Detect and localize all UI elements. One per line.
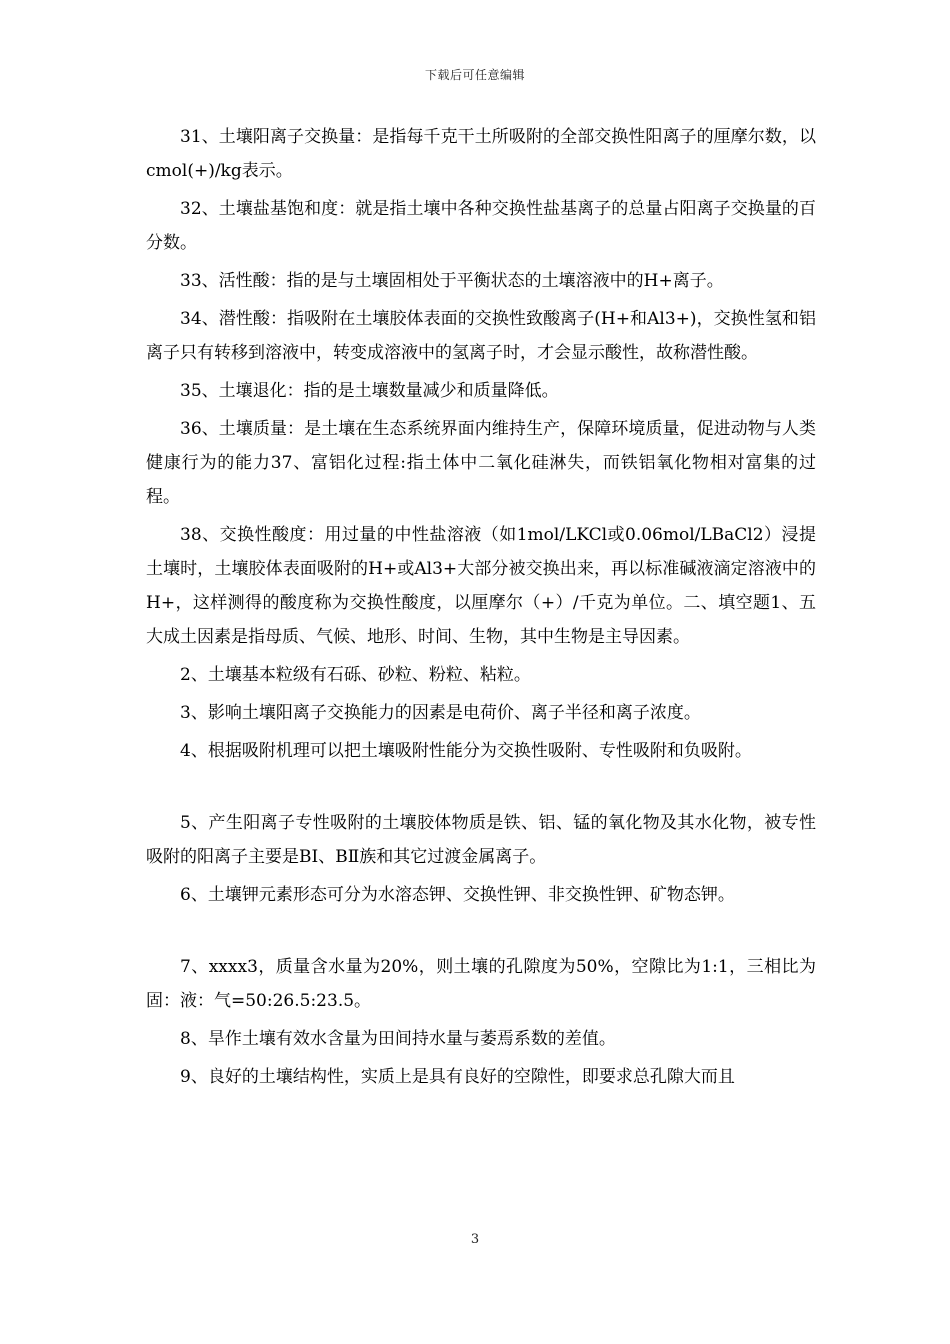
paragraph-31: 31、土壤阳离子交换量：是指每千克干土所吸附的全部交换性阳离子的厘摩尔数，以cmol(+)/kg表示。 bbox=[146, 127, 816, 181]
paragraph-35: 35、土壤退化：指的是土壤数量减少和质量降低。 bbox=[180, 381, 559, 401]
paragraph-32: 32、土壤盐基饱和度：就是指土壤中各种交换性盐基离子的总量占阳离子交换量的百分数。 bbox=[146, 199, 816, 253]
fill-blank-5: 5、产生阳离子专性吸附的土壤胶体物质是铁、铝、锰的氧化物及其水化物，被专性吸附的阳离子主要是BⅠ、BⅡ族和其它过渡金属离子。 bbox=[146, 813, 816, 867]
paragraph-34: 34、潜性酸：指吸附在土壤胶体表面的交换性致酸离子(H+和Al3+)，交换性氢和铝离子只有转移到溶液中，转变成溶液中的氢离子时，才会显示酸性，故称潜性酸。 bbox=[146, 309, 816, 363]
page-header: 下载后可任意编辑 bbox=[424, 68, 525, 82]
page-number: 3 bbox=[470, 1232, 480, 1247]
paragraph-38: 38、交换性酸度：用过量的中性盐溶液（如1mol/LKCl或0.06mol/LBaCl2）浸提土壤时，土壤胶体表面吸附的H+或Al3+大部分被交换出来，再以标准碱液滴定溶液中的H+，这样测得的酸度称为交换性酸度，以厘摩尔（+）/千克为单位。二、填空题1、五大成土因素是指母质、气候、地形、时间、生物，其中生物是主导因素。 bbox=[146, 525, 816, 647]
paragraph-36: 36、土壤质量：是土壤在生态系统界面内维持生产，保障环境质量，促进动物与人类健康行为的能力37、富铝化过程:指土体中二氧化硅淋失，而铁铝氧化物相对富集的过程。 bbox=[146, 419, 816, 507]
fill-blank-2: 2、土壤基本粒级有石砾、砂粒、粉粒、粘粒。 bbox=[180, 665, 531, 685]
paragraph-33: 33、活性酸：指的是与土壤固相处于平衡状态的土壤溶液中的H+离子。 bbox=[180, 271, 724, 291]
fill-blank-6: 6、土壤钾元素形态可分为水溶态钾、交换性钾、非交换性钾、矿物态钾。 bbox=[180, 885, 735, 905]
fill-blank-7: 7、xxxx3，质量含水量为20%，则土壤的孔隙度为50%，空隙比为1:1，三相比为固：液：气=50:26.5:23.5。 bbox=[146, 957, 816, 1011]
document-body bbox=[146, 120, 816, 1094]
fill-blank-9: 9、良好的土壤结构性，实质上是具有良好的空隙性，即要求总孔隙大而且 bbox=[180, 1067, 735, 1087]
fill-blank-4: 4、根据吸附机理可以把土壤吸附性能分为交换性吸附、专性吸附和负吸附。 bbox=[180, 741, 752, 761]
fill-blank-8: 8、旱作土壤有效水含量为田间持水量与萎焉系数的差值。 bbox=[180, 1029, 616, 1049]
fill-blank-3: 3、影响土壤阳离子交换能力的因素是电荷价、离子半径和离子浓度。 bbox=[180, 703, 701, 723]
